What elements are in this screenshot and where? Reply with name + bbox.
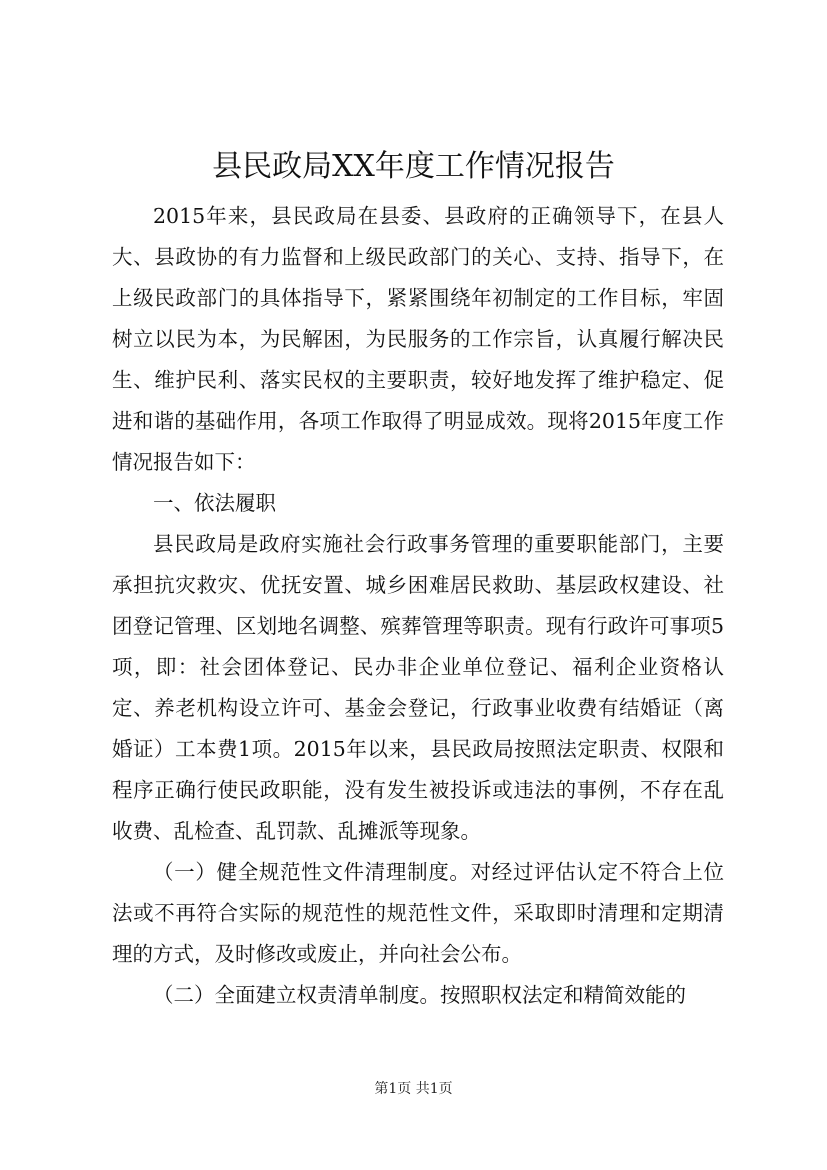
subsection-paragraph: （二）全面建立权责清单制度。按照职权法定和精简效能的 [153,983,686,1007]
intro-paragraph: 2015年来，县民政局在县委、县政府的正确领导下，在县人大、县政协的有力监督和上级民政部门的关心、支持、指导下，在上级民政部门的具体指导下，紧紧围绕年初制定的工作目标，牢固树立以民为本，为民解困，为民服务的工作宗旨，认真履行解决民生、维护民利、落实民权的主要职责，较好地发挥了维护稳定、促进和谐的基础作用，各项工作取得了明显成效。现将2015年度工作情况报告如下： [112,204,724,474]
document-title: 县民政局XX年度工作情况报告 [212,149,615,184]
document-body [112,196,724,1016]
section-heading: 一、依法履职 [153,491,276,515]
subsection-paragraph: （一）健全规范性文件清理制度。对经过评估认定不符合上位法或不再符合实际的规范性的规范性文件，采取即时清理和定期清理的方式，及时修改或废止，并向社会公布。 [112,860,724,966]
section-paragraph: 县民政局是政府实施社会行政事务管理的重要职能部门，主要承担抗灾救灾、优抚安置、城乡困难居民救助、基层政权建设、社团登记管理、区划地名调整、殡葬管理等职责。现有行政许可事项5项，即：社会团体登记、民办非企业单位登记、福利企业资格认定、养老机构设立许可、基金会登记，行政事业收费有结婚证（离婚证）工本费1项。2015年以来，县民政局按照法定职责、权限和程序正确行使民政职能，没有发生被投诉或违法的事例，不存在乱收费、乱检查、乱罚款、乱摊派等现象。 [112,532,724,843]
page-number: 第1页 共1页 [374,1081,453,1097]
page-footer [0,1079,827,1099]
